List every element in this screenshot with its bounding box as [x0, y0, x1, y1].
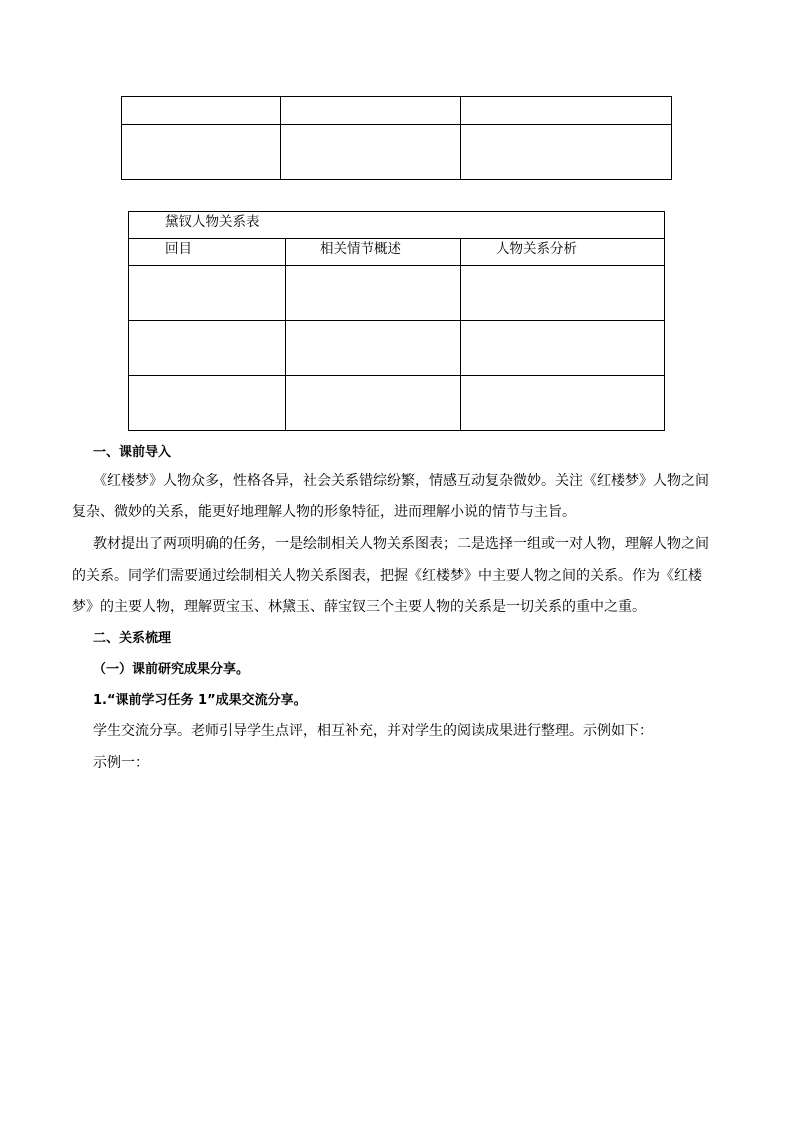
paragraph-line: 教材提出了两项明确的任务，一是绘制相关人物关系图表；二是选择一组或一对人物，理解人物之间 — [93, 536, 709, 552]
table-cell — [129, 321, 286, 376]
section-heading-relations: 二、关系梳理 — [93, 631, 172, 646]
table-cell — [286, 376, 461, 431]
table-cell — [461, 97, 672, 125]
column-header-plot: 相关情节概述 — [286, 239, 461, 266]
task-item-heading: 1.“课前学习任务 1”成果交流分享。 — [93, 693, 307, 708]
table-title: 黛钗人物关系表 — [129, 212, 665, 239]
table-cell — [281, 97, 461, 125]
column-header-chapter: 回目 — [129, 239, 286, 266]
table-cell — [129, 266, 286, 321]
table-cell — [122, 97, 281, 125]
column-header-analysis: 人物关系分析 — [461, 239, 665, 266]
example-label: 示例一： — [93, 755, 149, 771]
table-cell — [122, 125, 281, 180]
paragraph-line: 梦》的主要人物，理解贾宝玉、林黛玉、薛宝钗三个主要人物的关系是一切关系的重中之重。 — [72, 599, 646, 615]
table-cell — [461, 321, 665, 376]
table-row — [129, 376, 665, 431]
paragraph-line: 学生交流分享。老师引导学生点评，相互补充，并对学生的阅读成果进行整理。示例如下： — [93, 723, 653, 739]
table-cell — [461, 266, 665, 321]
table-cell — [461, 376, 665, 431]
blank-table — [121, 96, 672, 180]
paragraph-line: 的关系。同学们需要通过绘制相关人物关系图表，把握《红楼梦》中主要人物之间的关系。作为《红楼 — [72, 568, 702, 584]
table-row — [129, 321, 665, 376]
table-cell — [286, 266, 461, 321]
table-cell — [281, 125, 461, 180]
table-cell — [129, 376, 286, 431]
character-relation-table — [128, 211, 665, 431]
table-row — [129, 266, 665, 321]
section-heading-intro: 一、课前导入 — [93, 445, 172, 460]
paragraph-line: 《红楼梦》人物众多，性格各异，社会关系错综纷繁，情感互动复杂微妙。关注《红楼梦》人物之间 — [93, 473, 709, 489]
table-cell — [461, 125, 672, 180]
subsection-heading: （一）课前研究成果分享。 — [93, 662, 250, 677]
paragraph-line: 复杂、微妙的关系，能更好地理解人物的形象特征，进而理解小说的情节与主旨。 — [72, 504, 576, 520]
table-cell — [286, 321, 461, 376]
